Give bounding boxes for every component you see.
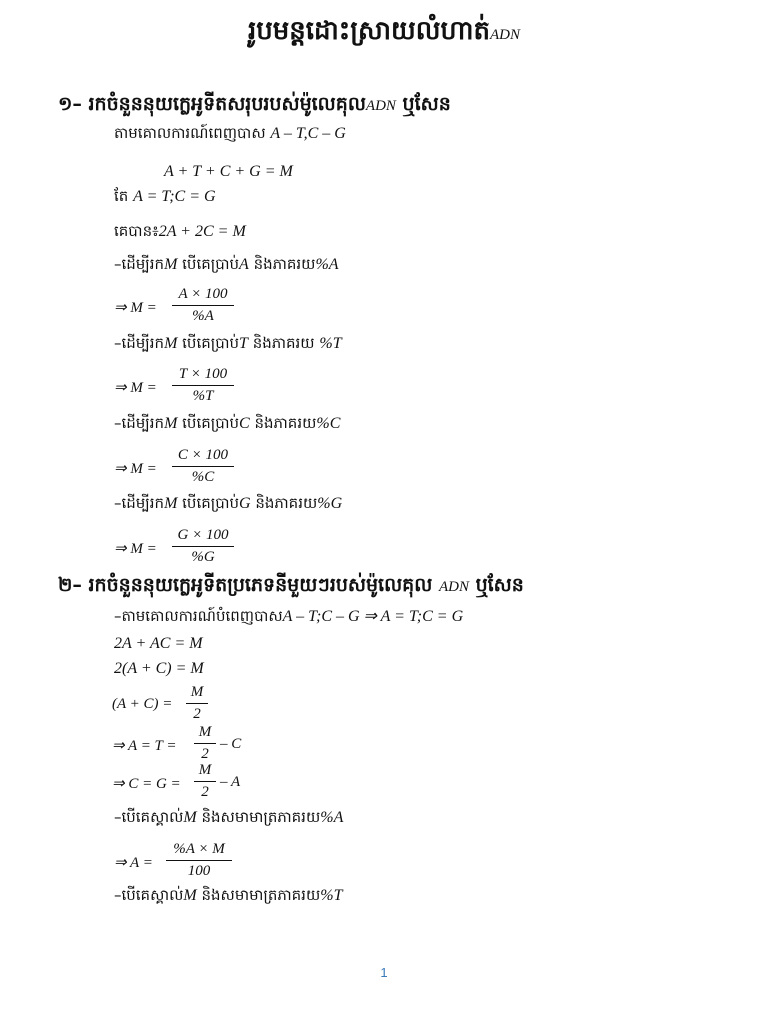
- section2-heading-text: រកចំនួននុយក្លេអូទីតប្រភេទនីមួយៗរបស់ម៉ូលេគុល: [88, 574, 433, 596]
- equation-2a-ac: [114, 634, 203, 653]
- title-latin: ADN: [489, 27, 520, 43]
- case-var: M: [164, 495, 178, 512]
- case-lead: –ដើម្បីរក: [114, 414, 165, 432]
- formula-c-equals-g: [112, 762, 272, 804]
- formula-lhs: ⇒ A = T =: [112, 738, 177, 754]
- fraction-bar: [172, 305, 234, 306]
- case-lead: –បើគេស្គាល់: [114, 808, 184, 826]
- equation-math: 2A + AC = M: [114, 635, 203, 652]
- fraction-bar: [172, 385, 234, 386]
- case-known-m-t: [114, 886, 342, 908]
- formula-numerator: G × 100: [177, 527, 229, 543]
- sum-equation: [164, 162, 293, 181]
- formula-denominator: %G: [191, 549, 215, 565]
- case-mid: បើគេប្រាប់: [182, 414, 240, 432]
- sum-equation-math: A + T + C + G = M: [164, 163, 293, 180]
- formula-denominator: 2: [193, 706, 201, 722]
- page-title: [0, 14, 768, 52]
- case-pct: %A: [320, 809, 344, 826]
- equality-text: តែ: [114, 187, 129, 205]
- case-pct: %T: [320, 887, 343, 904]
- formula-lhs: ⇒ M =: [114, 541, 157, 557]
- case-given: C: [239, 415, 250, 432]
- equation-2-a-c: [114, 659, 204, 678]
- formula-a-equals-t: [112, 724, 272, 766]
- formula-lhs: ⇒ M =: [114, 300, 157, 316]
- formula-denominator: %T: [192, 388, 214, 404]
- formula-rhs-tail: – C: [220, 736, 242, 752]
- principle-text: –តាមគោលការណ៍បំពេញបាស: [114, 607, 283, 625]
- formula-denominator: 2: [201, 784, 209, 800]
- formula-denominator: %A: [192, 308, 214, 324]
- principle-math: A – T;C – G ⇒ A = T;C = G: [282, 608, 464, 625]
- case-var: M: [183, 887, 197, 904]
- formula-m-from-t: [114, 366, 254, 408]
- case-pct: %C: [316, 415, 341, 432]
- section2-number: ២–: [58, 574, 82, 596]
- case-known-m-a: [114, 808, 343, 830]
- case-given: A: [239, 256, 249, 273]
- formula-m-from-a: [114, 286, 254, 328]
- fraction-bar: [194, 743, 216, 744]
- case-var: M: [164, 256, 178, 273]
- formula-m-from-g: [114, 527, 254, 569]
- equality-line: [114, 187, 216, 209]
- formula-numerator: M: [190, 684, 204, 700]
- section1-heading: [58, 92, 451, 120]
- title-khmer: រូបមន្តដោះស្រាយលំហាត់: [248, 16, 490, 46]
- section2-heading-tail: ឬសែន: [475, 574, 524, 596]
- formula-lhs: ⇒ A =: [114, 855, 153, 871]
- formula-rhs-tail: – A: [220, 774, 241, 790]
- formula-m-from-c: [114, 447, 254, 489]
- case-t-line: [114, 334, 342, 356]
- case-mid: បើគេប្រាប់: [182, 494, 240, 512]
- case-tail: និងភាគរយ: [255, 494, 318, 512]
- case-var: M: [183, 809, 197, 826]
- formula-lhs: ⇒ M =: [114, 461, 157, 477]
- formula-lhs: (A + C) =: [112, 696, 173, 712]
- case-c-line: [114, 414, 340, 436]
- fraction-bar: [172, 466, 234, 467]
- case-a-line: [114, 255, 339, 277]
- case-lead: –ដើម្បីរក: [114, 334, 165, 352]
- formula-numerator: %A × M: [173, 841, 225, 857]
- case-mid: បើគេប្រាប់: [182, 255, 240, 273]
- equality-math: A = T;C = G: [133, 188, 216, 205]
- case-tail: និងភាគរយ: [254, 414, 317, 432]
- equation-math: 2(A + C) = M: [114, 660, 204, 677]
- section1-number: ១–: [58, 93, 82, 115]
- case-lead: –បើគេស្គាល់: [114, 886, 184, 904]
- formula-numerator: M: [198, 762, 212, 778]
- result-line: [114, 222, 246, 244]
- formula-numerator: A × 100: [178, 286, 228, 302]
- fraction-bar: [172, 546, 234, 547]
- case-lead: –ដើម្បីរក: [114, 255, 165, 273]
- case-var: M: [164, 415, 178, 432]
- formula-lhs: ⇒ M =: [114, 380, 157, 396]
- result-math: 2A + 2C = M: [158, 223, 246, 240]
- case-var: M: [164, 335, 178, 352]
- section2-heading: [58, 573, 524, 601]
- case-given: T: [239, 335, 248, 352]
- formula-numerator: M: [198, 724, 212, 740]
- formula-a-from-m: [114, 841, 254, 883]
- formula-denominator: 100: [187, 863, 211, 879]
- case-pct: %T: [319, 335, 342, 352]
- formula-denominator: %C: [191, 469, 215, 485]
- formula-denominator: 2: [201, 746, 209, 762]
- case-mid: បើគេប្រាប់: [182, 334, 240, 352]
- formula-numerator: C × 100: [177, 447, 229, 463]
- fraction-bar: [166, 860, 232, 861]
- case-tail: និងភាគរយ: [252, 334, 315, 352]
- case-tail: និងសមាមាត្រភាគរយ: [201, 808, 321, 826]
- case-tail: និងភាគរយ: [253, 255, 316, 273]
- fraction-bar: [186, 703, 208, 704]
- fraction-bar: [194, 781, 216, 782]
- result-text: គេបាន៖: [114, 222, 159, 240]
- case-pct: %G: [317, 495, 343, 512]
- case-lead: –ដើម្បីរក: [114, 494, 165, 512]
- section2-principle-line: [114, 606, 463, 629]
- case-pct: %A: [315, 256, 339, 273]
- section1-heading-latin: ADN: [365, 98, 396, 114]
- formula-numerator: T × 100: [178, 366, 228, 382]
- case-tail: និងសមាមាត្រភាគរយ: [201, 886, 321, 904]
- principle-math: A – T,C – G: [270, 125, 346, 142]
- formula-a-plus-c: [112, 684, 262, 726]
- section1-heading-tail: ឬសែន: [402, 93, 451, 115]
- formula-lhs: ⇒ C = G =: [112, 776, 181, 792]
- case-g-line: [114, 494, 342, 516]
- case-given: G: [239, 495, 251, 512]
- section1-principle-line: [114, 124, 346, 146]
- section2-heading-latin: ADN: [438, 579, 469, 595]
- principle-text: តាមគោលការណ៍ពេញបាស: [114, 124, 266, 142]
- page-number: 1: [380, 965, 388, 980]
- section1-heading-text: រកចំនួននុយក្លេអូទីតសរុបរបស់ម៉ូលេគុល: [88, 93, 366, 115]
